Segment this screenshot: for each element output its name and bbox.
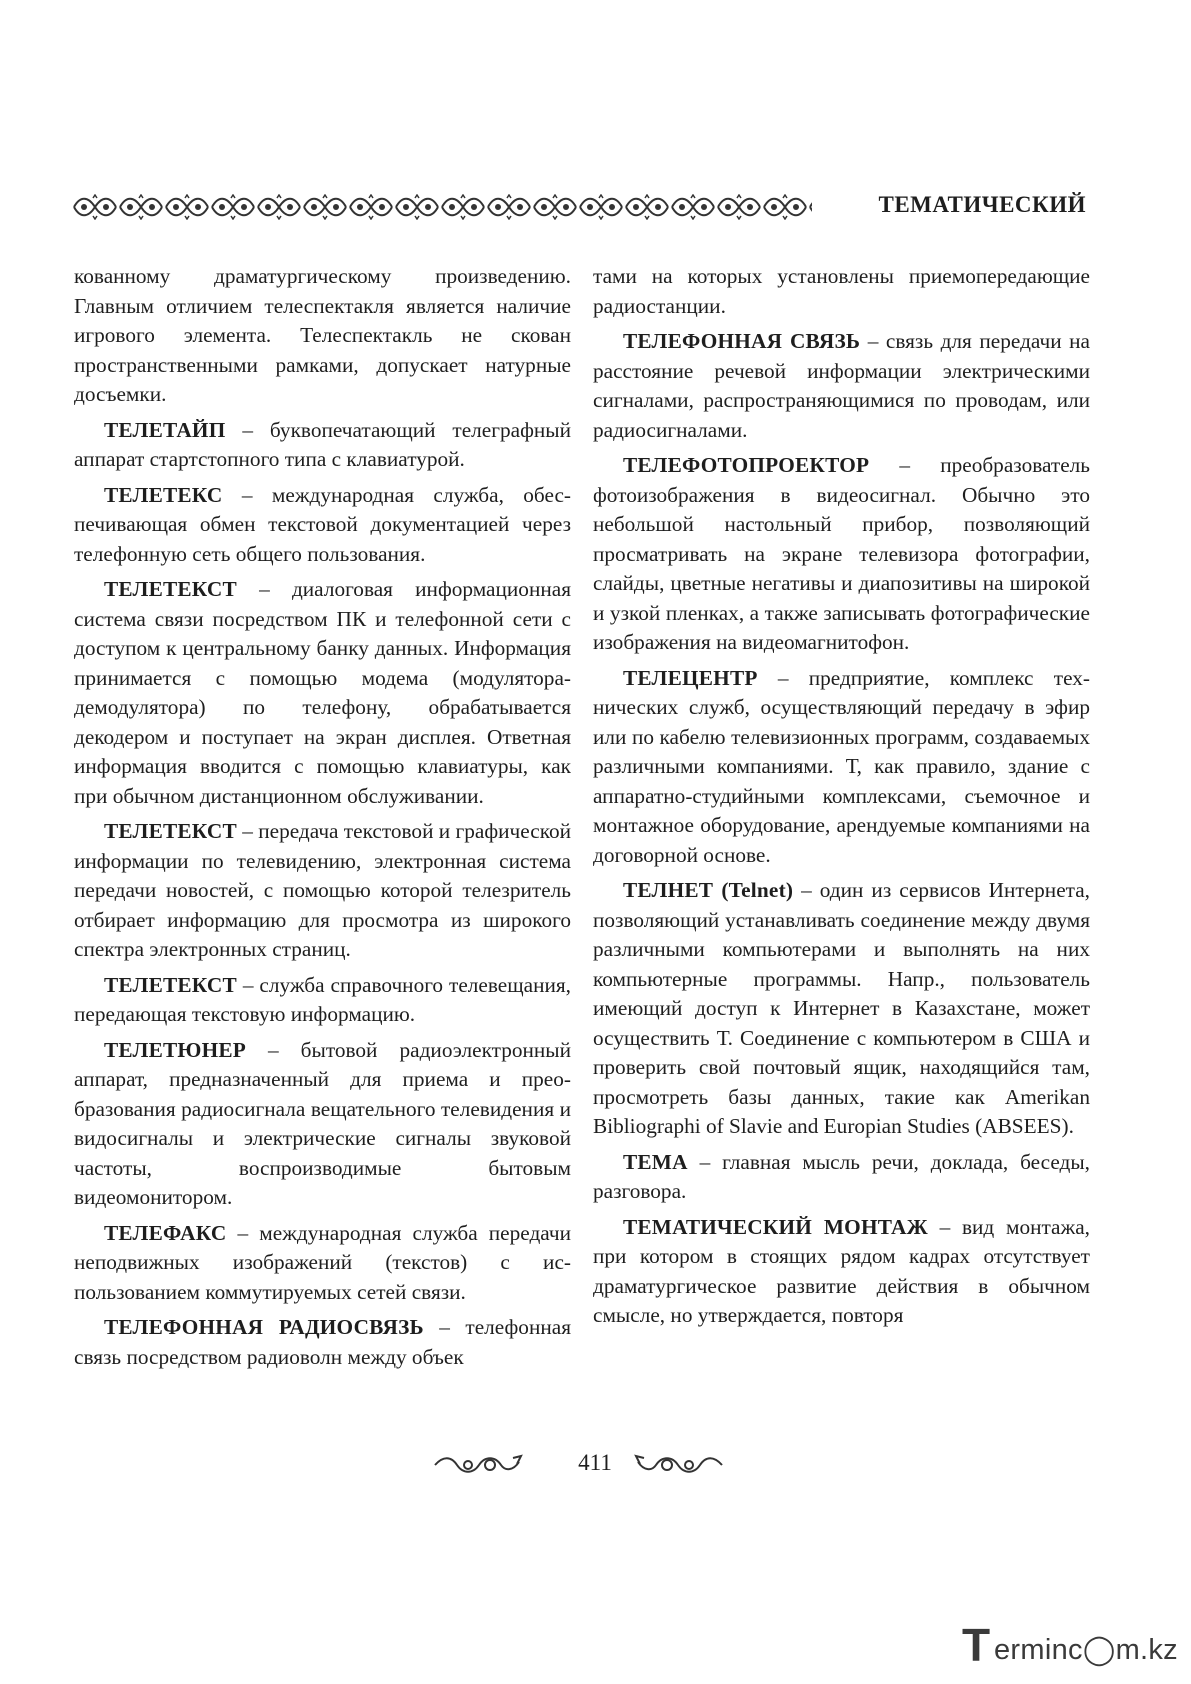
entry-definition: – один из сервисов Интернета, позволяющий устанавливать соединение между двумя различными компьютерами и выполнять на них компьютерные программы. Напр., пользователь имеющий доступ к Интернет в Казахстане, может осуществить Т. Соединение с компьютером в США и проверить свой почтовый ящик, находящийся там, просмотреть базы данных, такие как Amerikan Bibliographi of Slavie and Europian Studies (ABSEES). [593, 878, 1090, 1138]
dictionary-entry [593, 262, 1090, 321]
entry-term: ТЕЛЕФОТОПРОЕКТОР [623, 453, 870, 477]
page-footer [0, 1448, 1191, 1482]
entry-term: ТЕЛЕЦЕНТР [623, 665, 758, 690]
watermark-text: erminc◯m.kz [994, 1634, 1178, 1666]
dictionary-entry [74, 575, 571, 811]
entry-definition: – телефонная связь посредством радиоволн между объек [74, 1315, 571, 1369]
entry-definition: кованному драматургическому произведению. Главным отличием телеспектакля является наличие игрового элемента. Телеспектакль не скован пространственными рамками, допускает натурные досъемки. [74, 264, 571, 406]
entry-definition: – диалоговая информационная система связи посредством ПК и телефонной сети с доступом к центральному банку данных. Информация принимается с помощью модема (модулятора-демодулятора) по телефону, обрабатывается декодером и поступает на экран дисплея. Ответная информация вводится с помощью клавиатуры, как при обычном дистанционном обслуживании. [74, 577, 571, 808]
watermark-logo [962, 1620, 1182, 1670]
entry-definition: – международная служба передачи неподвижных изображений (текстов) с использованием коммутируемых сетей связи. [74, 1220, 571, 1304]
dictionary-entry [74, 481, 571, 570]
entry-term: ТЕЛЕТЕКСТ [104, 972, 237, 997]
dictionary-entry [74, 1036, 571, 1213]
entry-term: ТЕМАТИЧЕСКИЙ МОНТАЖ [623, 1214, 928, 1239]
dictionary-entry [593, 327, 1090, 445]
dictionary-entry [593, 1213, 1090, 1331]
entry-definition: – главная мысль речи, доклада, беседы, разговора. [593, 1149, 1090, 1203]
entry-definition: – предприятие, комплекс технических служб, осуществляющий передачу в эфир или по кабелю телевизионных программ, создаваемых различными компаниями. Т, как правило, здание с аппаратно-студийными комплексами, съемочное и монтажное оборудование, арендуемые компаниями на договорной основе. [593, 665, 1090, 867]
running-head: ТЕМАТИЧЕСКИЙ [878, 192, 1086, 217]
entry-term: ТЕЛЕТЕКСТ [104, 819, 237, 843]
dictionary-entry [74, 416, 571, 475]
swirl-left-icon [433, 1452, 523, 1483]
page-header [72, 188, 1090, 228]
dictionary-entry [74, 817, 571, 965]
ornament-band-icon [72, 194, 812, 220]
entry-definition: – вид монтажа, при котором в стоящих рядом кадрах отсутствует драматургическое развитие действия в обычном смысле, но утверждается, повторя [593, 1214, 1090, 1327]
entry-term: ТЕМА [623, 1149, 688, 1174]
dictionary-entry [593, 451, 1090, 658]
entry-definition: – бытовой радиоэлектронный аппарат, предназначенный для приема и преобразования радиосигнала вещательного телевидения и видосигналы и электрические сигналы звуковой частоты, воспроизводимые бытовым видеомонитором. [74, 1037, 571, 1209]
dictionary-entry [593, 1148, 1090, 1207]
entry-definition: тами на которых установлены приемопередающие радиостанции. [593, 264, 1090, 318]
dictionary-entry [74, 262, 571, 410]
entry-definition: – связь для передачи на расстояние речевой информации электрическими сигналами, распространяющимися по проводам, или радиосигналами. [593, 329, 1090, 442]
entry-term: ТЕЛЕТЕКСТ [104, 577, 237, 601]
entry-term: ТЕЛЕТЕКС [104, 482, 223, 507]
dictionary-entry [74, 1219, 571, 1308]
entry-term: ТЕЛЕТЮНЕР [104, 1037, 246, 1062]
dictionary-entry [593, 876, 1090, 1142]
dictionary-entry [74, 971, 571, 1030]
right-column [593, 262, 1090, 1337]
entry-term: ТЕЛЕФАКС [104, 1220, 227, 1245]
entry-term: ТЕЛНЕТ (Telnet) [623, 878, 794, 902]
entry-definition: – преобразователь фотоизображения в видеосигнал. Обычно это небольшой настольный прибор, позволяющий просматривать на экране телевизора фотографии, слайды, цветные негативы и диапозитивы на широкой и узкой пленках, а также записывать фотографические изображения на видеомагнитофон. [593, 453, 1090, 654]
dictionary-entry [74, 1313, 571, 1372]
entry-term: ТЕЛЕФОННАЯ РАДИОСВЯЗЬ [104, 1315, 424, 1339]
entry-term: ТЕЛЕФОННАЯ СВЯЗЬ [623, 329, 861, 353]
swirl-right-icon [634, 1452, 724, 1483]
watermark-initial: T [962, 1619, 991, 1671]
entry-definition: – международная служба, обеспечивающая обмен текстовой документацией через телефонную сеть общего пользования. [74, 482, 571, 566]
entry-term: ТЕЛЕТАЙП [104, 417, 226, 442]
entry-definition: – передача текстовой и графической информации по телевидению, электронная система передачи новостей, с помощью которой телезритель отбирает информацию для просмотра из широкого спектра электронных страниц. [74, 819, 572, 961]
left-column [74, 262, 571, 1378]
entry-definition: – служба справочного телевещания, передающая текстовую информацию. [74, 972, 571, 1026]
entry-definition: – буквопечатающий телеграфный аппарат стартстопного типа с клавиатурой. [74, 417, 571, 471]
page-number: 411 [578, 1450, 612, 1475]
dictionary-entry [593, 664, 1090, 871]
